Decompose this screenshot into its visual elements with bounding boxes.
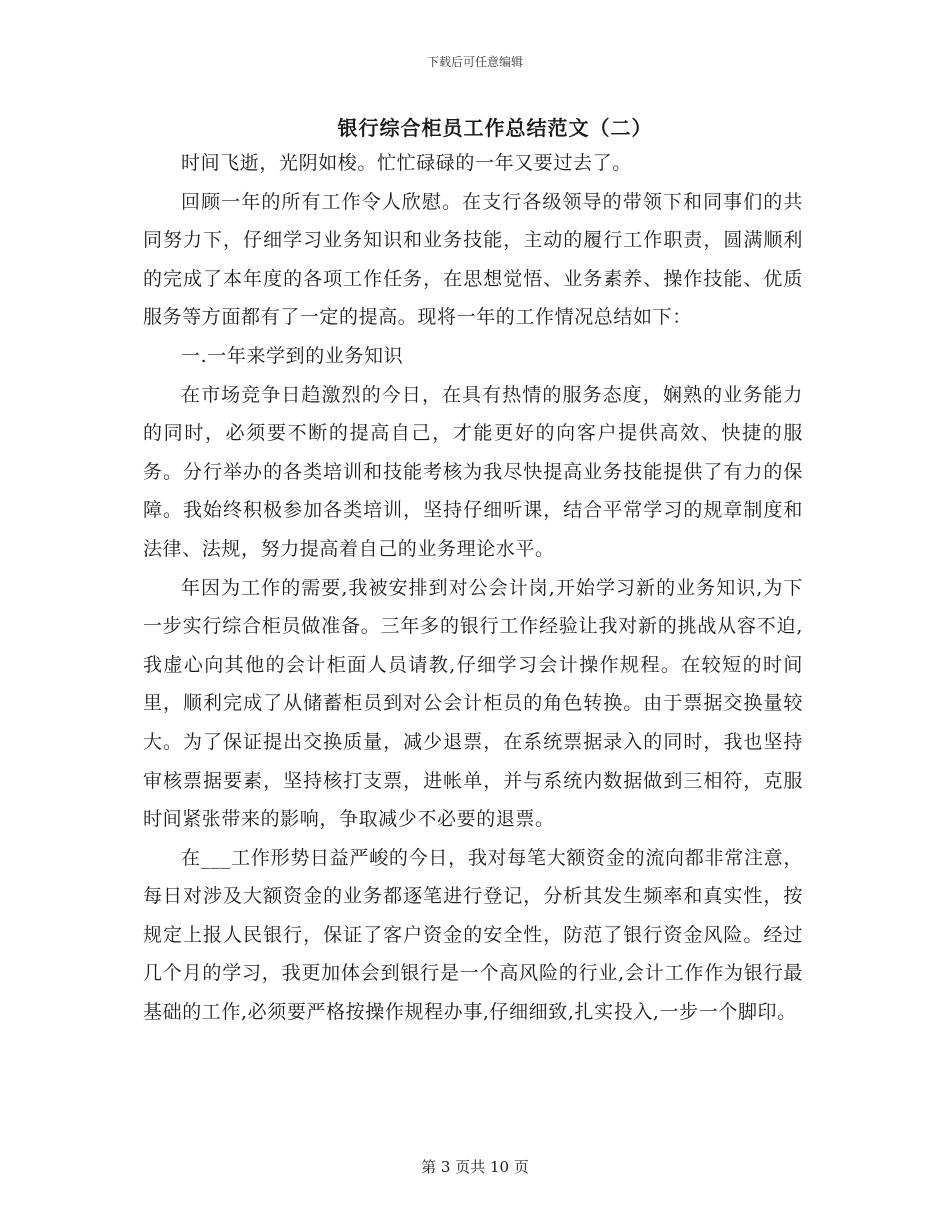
document-title: 银行综合柜员工作总结范文（二） bbox=[337, 116, 653, 140]
page-number: 第 3 页共 10 页 bbox=[421, 1158, 529, 1176]
paragraph-intro: 时间飞逝，光阴如梭。忙忙碌碌的一年又要过去了。 bbox=[181, 152, 632, 174]
document-body bbox=[143, 144, 803, 1032]
paragraph-risk: 在___工作形势日益严峻的今日，我对每笔大额资金的流向都非常注意，每日对涉及大额资金的业务都逐笔进行登记，分析其发生频率和真实性，按规定上报人民银行，保证了客户资金的安全性，防范了银行资金风险。经过几个月的学习，我更加体会到银行是一个高风险的行业,会计工作作为银行最基础的工作,必须要严格按操作规程办事,仔细细致,扎实投入,一步一个脚印。 bbox=[143, 846, 803, 1024]
paragraph-accounting: 年因为工作的需要,我被安排到对公会计岗,开始学习新的业务知识,为下一步实行综合柜员做准备。三年多的银行工作经验让我对新的挑战从容不迫,我虚心向其他的会计柜面人员请教,仔细学习会计操作规程。在较短的时间里，顺利完成了从储蓄柜员到对公会计柜员的角色转换。由于票据交换量较大。为了保证提出交换质量，减少退票，在系统票据录入的同时，我也坚持审核票据要素，坚持核打支票，进帐单，并与系统内数据做到三相符，克服时间紧张带来的影响，争取减少不必要的退票。 bbox=[143, 576, 803, 831]
paragraph-review: 回顾一年的所有工作令人欣慰。在支行各级领导的带领下和同事们的共同努力下，仔细学习业务知识和业务技能，主动的履行工作职责，圆满顺利的完成了本年度的各项工作任务，在思想觉悟、业务素养、操作技能、优质服务等方面都有了一定的提高。现将一年的工作情况总结如下： bbox=[143, 190, 803, 329]
header-note: 下载后可任意编辑 bbox=[426, 55, 523, 69]
section-heading: 一.一年来学到的业务知识 bbox=[181, 344, 404, 367]
paragraph-knowledge: 在市场竞争日趋激烈的今日，在具有热情的服务态度，娴熟的业务能力的同时，必须要不断的提高自己，才能更好的向客户提供高效、快捷的服务。分行举办的各类培训和技能考核为我尽快提高业务技能提供了有力的保障。我始终积极参加各类培训，坚持仔细听课，结合平常学习的规章制度和法律、法规，努力提高着自己的业务理论水平。 bbox=[143, 383, 803, 560]
